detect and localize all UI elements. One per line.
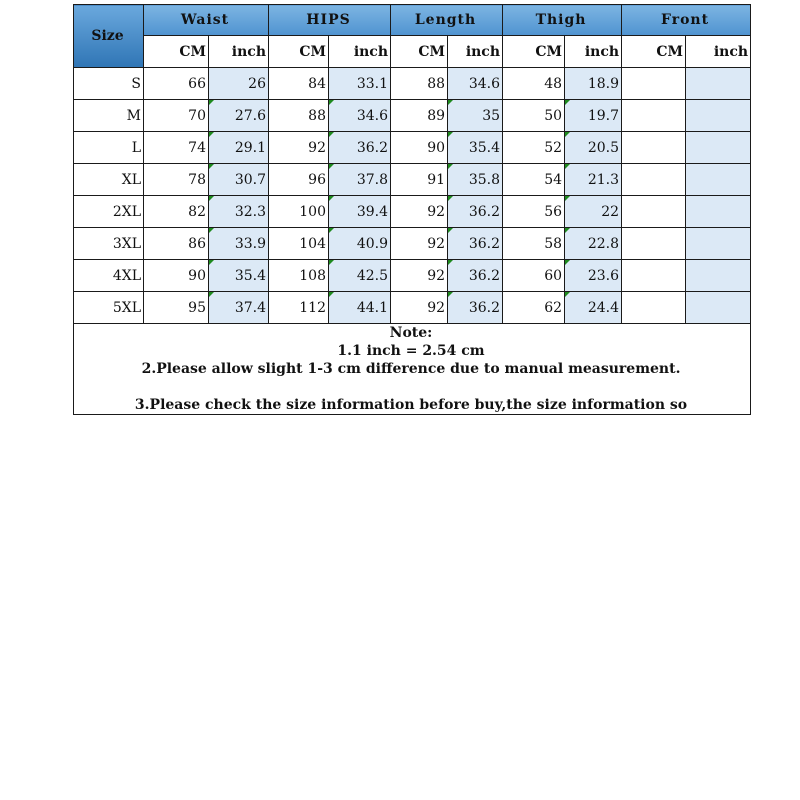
note-line-1: 1.1 inch = 2.54 cm bbox=[337, 343, 485, 359]
cm-cell: 95 bbox=[144, 292, 209, 324]
notes-cell bbox=[74, 324, 751, 415]
group-header-front: Front bbox=[622, 5, 751, 36]
group-header-thigh: Thigh bbox=[503, 5, 622, 36]
unit-header-cm: CM bbox=[391, 36, 448, 68]
inch-cell bbox=[686, 292, 751, 324]
inch-cell: 20.5 bbox=[565, 132, 622, 164]
cm-cell: 92 bbox=[391, 260, 448, 292]
table-row bbox=[74, 68, 751, 100]
inch-cell bbox=[686, 260, 751, 292]
cm-cell: 96 bbox=[269, 164, 329, 196]
group-header-length: Length bbox=[391, 5, 503, 36]
size-header: Size bbox=[74, 5, 144, 68]
cm-cell: 88 bbox=[269, 100, 329, 132]
inch-cell: 37.4 bbox=[209, 292, 269, 324]
inch-cell: 44.1 bbox=[329, 292, 391, 324]
inch-cell: 24.4 bbox=[565, 292, 622, 324]
size-chart-table bbox=[73, 4, 751, 415]
cm-cell bbox=[622, 68, 686, 100]
cm-cell: 78 bbox=[144, 164, 209, 196]
table-row bbox=[74, 260, 751, 292]
cm-cell: 48 bbox=[503, 68, 565, 100]
unit-header-cm: CM bbox=[269, 36, 329, 68]
inch-cell: 39.4 bbox=[329, 196, 391, 228]
cm-cell: 89 bbox=[391, 100, 448, 132]
cm-cell: 91 bbox=[391, 164, 448, 196]
inch-cell bbox=[686, 68, 751, 100]
inch-cell: 18.9 bbox=[565, 68, 622, 100]
inch-cell: 34.6 bbox=[448, 68, 503, 100]
inch-cell: 35.4 bbox=[448, 132, 503, 164]
cm-cell: 92 bbox=[391, 292, 448, 324]
cm-cell: 74 bbox=[144, 132, 209, 164]
inch-cell: 21.3 bbox=[565, 164, 622, 196]
inch-cell: 36.2 bbox=[448, 228, 503, 260]
note-line-blank bbox=[74, 378, 748, 396]
inch-cell bbox=[686, 196, 751, 228]
unit-header-inch: inch bbox=[565, 36, 622, 68]
table-row bbox=[74, 100, 751, 132]
unit-header-cm: CM bbox=[503, 36, 565, 68]
inch-cell: 36.2 bbox=[448, 260, 503, 292]
inch-cell: 22.8 bbox=[565, 228, 622, 260]
inch-cell bbox=[686, 228, 751, 260]
unit-header-inch: inch bbox=[686, 36, 751, 68]
inch-cell bbox=[686, 132, 751, 164]
inch-cell bbox=[686, 100, 751, 132]
inch-cell: 35.8 bbox=[448, 164, 503, 196]
cm-cell: 50 bbox=[503, 100, 565, 132]
cm-cell bbox=[622, 228, 686, 260]
table-row bbox=[74, 132, 751, 164]
inch-cell: 36.2 bbox=[448, 196, 503, 228]
cm-cell: 90 bbox=[391, 132, 448, 164]
size-label: 4XL bbox=[74, 260, 144, 292]
note-line-3: 3.Please check the size information before buy,the size information so bbox=[134, 397, 688, 413]
cm-cell: 88 bbox=[391, 68, 448, 100]
inch-cell: 22 bbox=[565, 196, 622, 228]
group-header-waist: Waist bbox=[144, 5, 269, 36]
cm-cell: 54 bbox=[503, 164, 565, 196]
inch-cell: 42.5 bbox=[329, 260, 391, 292]
inch-cell: 33.9 bbox=[209, 228, 269, 260]
table-row bbox=[74, 292, 751, 324]
unit-header-inch: inch bbox=[209, 36, 269, 68]
cm-cell: 52 bbox=[503, 132, 565, 164]
inch-cell: 33.1 bbox=[329, 68, 391, 100]
cm-cell bbox=[622, 260, 686, 292]
cm-cell: 92 bbox=[391, 196, 448, 228]
inch-cell: 36.2 bbox=[448, 292, 503, 324]
size-label: L bbox=[74, 132, 144, 164]
cm-cell: 62 bbox=[503, 292, 565, 324]
cm-cell: 100 bbox=[269, 196, 329, 228]
inch-cell: 35 bbox=[448, 100, 503, 132]
cm-cell bbox=[622, 292, 686, 324]
unit-header-inch: inch bbox=[448, 36, 503, 68]
cm-cell bbox=[622, 132, 686, 164]
inch-cell: 40.9 bbox=[329, 228, 391, 260]
inch-cell: 32.3 bbox=[209, 196, 269, 228]
unit-header-cm: CM bbox=[622, 36, 686, 68]
cm-cell: 86 bbox=[144, 228, 209, 260]
size-label: XL bbox=[74, 164, 144, 196]
inch-cell: 34.6 bbox=[329, 100, 391, 132]
cm-cell: 82 bbox=[144, 196, 209, 228]
size-label: S bbox=[74, 68, 144, 100]
unit-header-inch: inch bbox=[329, 36, 391, 68]
table-row bbox=[74, 164, 751, 196]
size-table-body bbox=[74, 68, 751, 324]
inch-cell: 30.7 bbox=[209, 164, 269, 196]
cm-cell: 92 bbox=[269, 132, 329, 164]
inch-cell: 29.1 bbox=[209, 132, 269, 164]
inch-cell: 23.6 bbox=[565, 260, 622, 292]
notes-row bbox=[74, 324, 751, 415]
inch-cell: 27.6 bbox=[209, 100, 269, 132]
cm-cell bbox=[622, 100, 686, 132]
cm-cell: 92 bbox=[391, 228, 448, 260]
cm-cell: 84 bbox=[269, 68, 329, 100]
inch-cell bbox=[686, 164, 751, 196]
size-label: 5XL bbox=[74, 292, 144, 324]
inch-cell: 26 bbox=[209, 68, 269, 100]
size-label: 3XL bbox=[74, 228, 144, 260]
cm-cell: 66 bbox=[144, 68, 209, 100]
cm-cell: 108 bbox=[269, 260, 329, 292]
cm-cell: 112 bbox=[269, 292, 329, 324]
cm-cell bbox=[622, 196, 686, 228]
cm-cell: 90 bbox=[144, 260, 209, 292]
unit-header-cm: CM bbox=[144, 36, 209, 68]
size-label: M bbox=[74, 100, 144, 132]
cm-cell: 60 bbox=[503, 260, 565, 292]
cm-cell: 58 bbox=[503, 228, 565, 260]
inch-cell: 35.4 bbox=[209, 260, 269, 292]
size-label: 2XL bbox=[74, 196, 144, 228]
cm-cell: 56 bbox=[503, 196, 565, 228]
table-row bbox=[74, 228, 751, 260]
cm-cell: 104 bbox=[269, 228, 329, 260]
inch-cell: 36.2 bbox=[329, 132, 391, 164]
group-header-hips: HIPS bbox=[269, 5, 391, 36]
inch-cell: 37.8 bbox=[329, 164, 391, 196]
group-header-row bbox=[74, 5, 751, 36]
cm-cell bbox=[622, 164, 686, 196]
cm-cell: 70 bbox=[144, 100, 209, 132]
unit-header-row bbox=[74, 36, 751, 68]
note-title: Note: bbox=[389, 325, 433, 341]
note-line-2: 2.Please allow slight 1-3 cm difference due to manual measurement. bbox=[141, 361, 681, 377]
table-row bbox=[74, 196, 751, 228]
inch-cell: 19.7 bbox=[565, 100, 622, 132]
